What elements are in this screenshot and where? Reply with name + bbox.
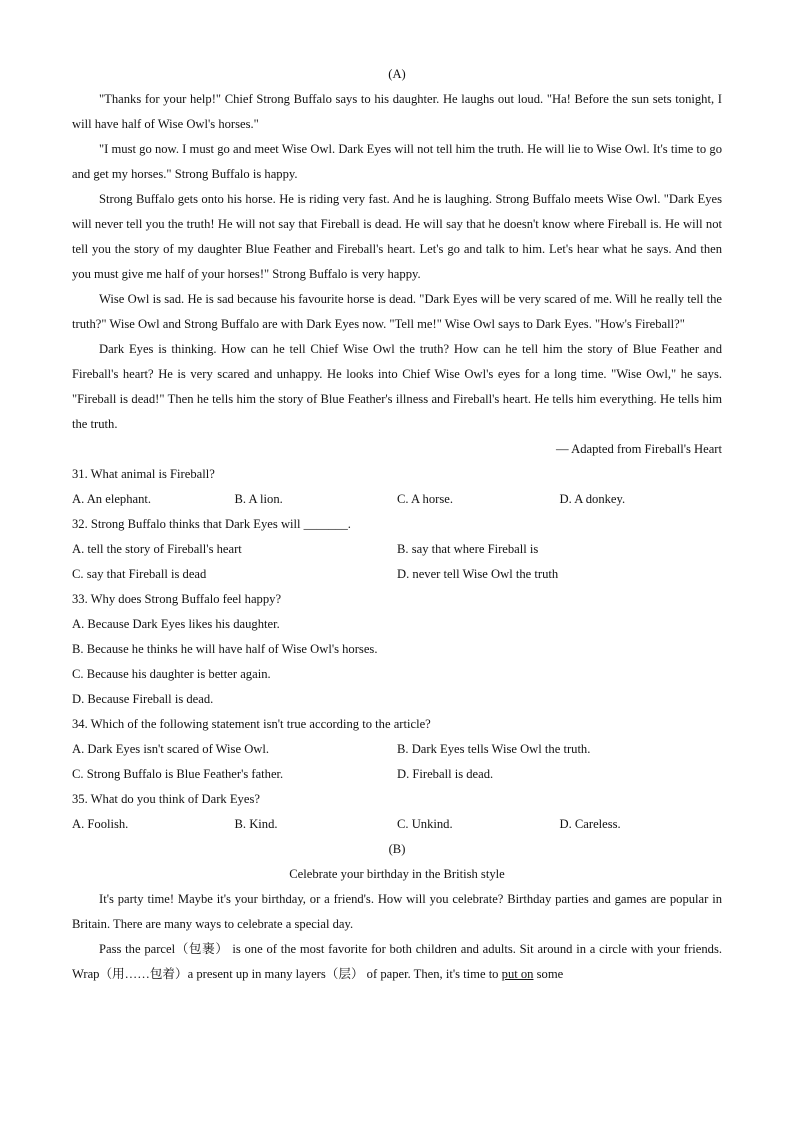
question-33-option-b: B. Because he thinks he will have half of Wise Owl's horses. (72, 642, 378, 656)
passage-a-paragraph-2: "I must go now. I must go and meet Wise Owl. Dark Eyes will not tell him the truth. He will lie to Wise Owl. It's time to go and get my horses." Strong Buffalo is happy. (72, 142, 722, 181)
underlined-phrase: put on (501, 967, 534, 981)
passage-b-paragraph-2-text: Pass the parcel（包裹） is one of the most favorite for both children and adults. Sit around in a circle with your friends. Wrap（用……包着）a present up in many layers（层） of paper. Then, it's time to (72, 942, 722, 981)
question-33-option-d: D. Because Fireball is dead. (72, 692, 214, 706)
question-31-option-b: B. A lion. (234, 492, 283, 506)
question-33-option-a: A. Because Dark Eyes likes his daughter. (72, 617, 280, 631)
question-34-option-c: C. Strong Buffalo is Blue Feather's father. (72, 767, 284, 781)
question-31-stem: 31. What animal is Fireball? (72, 467, 215, 481)
question-35-options (72, 812, 722, 837)
question-32-option-b: B. say that where Fireball is (397, 542, 539, 556)
question-33-option-c: C. Because his daughter is better again. (72, 667, 271, 681)
question-35-option-d: D. Careless. (559, 817, 621, 831)
question-35-stem: 35. What do you think of Dark Eyes? (72, 792, 260, 806)
question-32-stem: 32. Strong Buffalo thinks that Dark Eyes will _______. (72, 517, 351, 531)
question-31-option-a: A. An elephant. (72, 492, 152, 506)
passage-b-paragraph-2 (72, 937, 722, 987)
passage-a-paragraph-1: "Thanks for your help!" Chief Strong Buffalo says to his daughter. He laughs out loud. "Ha! Before the sun sets tonight, I will have half of Wise Owl's horses." (72, 92, 722, 131)
question-35-option-b: B. Kind. (234, 817, 278, 831)
question-34-stem: 34. Which of the following statement isn't true according to the article? (72, 717, 431, 731)
question-32-option-c: C. say that Fireball is dead (72, 567, 207, 581)
question-31-option-d: D. A donkey. (559, 492, 626, 506)
question-32-option-d: D. never tell Wise Owl the truth (397, 567, 559, 581)
section-a-label: (A) (388, 67, 406, 81)
question-34-option-b: B. Dark Eyes tells Wise Owl the truth. (397, 742, 591, 756)
passage-a-source: — Adapted from Fireball's Heart (556, 442, 722, 456)
passage-b-paragraph-1: It's party time! Maybe it's your birthday, or a friend's. How will you celebrate? Birthday parties and games are popular in Britain. There are many ways to celebrate a special day. (72, 892, 722, 931)
question-35-option-a: A. Foolish. (72, 817, 129, 831)
question-34-option-d: D. Fireball is dead. (397, 767, 494, 781)
passage-b-paragraph-2-tail: some (533, 967, 564, 981)
question-32-options-row-2 (72, 562, 722, 587)
passage-b-title: Celebrate your birthday in the British style (289, 867, 505, 881)
passage-a-paragraph-3: Strong Buffalo gets onto his horse. He is riding very fast. And he is laughing. Strong Buffalo meets Wise Owl. "Dark Eyes will never tell you the truth! He will not say that Fireball is dead. He will say that he doesn't know where Fireball is. He will not tell you the story of my daughter Blue Feather and Fireball's heart. Let's go and talk to him. Let's hear what he says. And then you must give me half of your horses!" Strong Buffalo is very happy. (72, 192, 722, 281)
passage-a-paragraph-4: Wise Owl is sad. He is sad because his favourite horse is dead. "Dark Eyes will be very scared of me. Will he really tell the truth?" Wise Owl and Strong Buffalo are with Dark Eyes now. "Tell me!" Wise Owl says to Dark Eyes. "How's Fireball?" (72, 292, 722, 331)
question-32-option-a: A. tell the story of Fireball's heart (72, 542, 242, 556)
question-33-stem: 33. Why does Strong Buffalo feel happy? (72, 592, 282, 606)
section-b-label: (B) (388, 842, 406, 856)
question-34-options-row-2 (72, 762, 722, 787)
exam-page (72, 62, 722, 987)
passage-a-paragraph-5: Dark Eyes is thinking. How can he tell Chief Wise Owl the truth? How can he tell him the story of Blue Feather and Fireball's heart? He is very scared and unhappy. He looks into Chief Wise Owl's eyes for a long time. "Wise Owl," he says. "Fireball is dead!" Then he tells him the story of Blue Feather's illness and Fireball's heart. He tells him everything. He tells him the truth. (72, 342, 722, 431)
question-31-options (72, 487, 722, 512)
question-34-option-a: A. Dark Eyes isn't scared of Wise Owl. (72, 742, 270, 756)
question-34-options-row-1 (72, 737, 722, 762)
question-31-option-c: C. A horse. (397, 492, 453, 506)
question-32-options-row-1 (72, 537, 722, 562)
question-35-option-c: C. Unkind. (397, 817, 453, 831)
